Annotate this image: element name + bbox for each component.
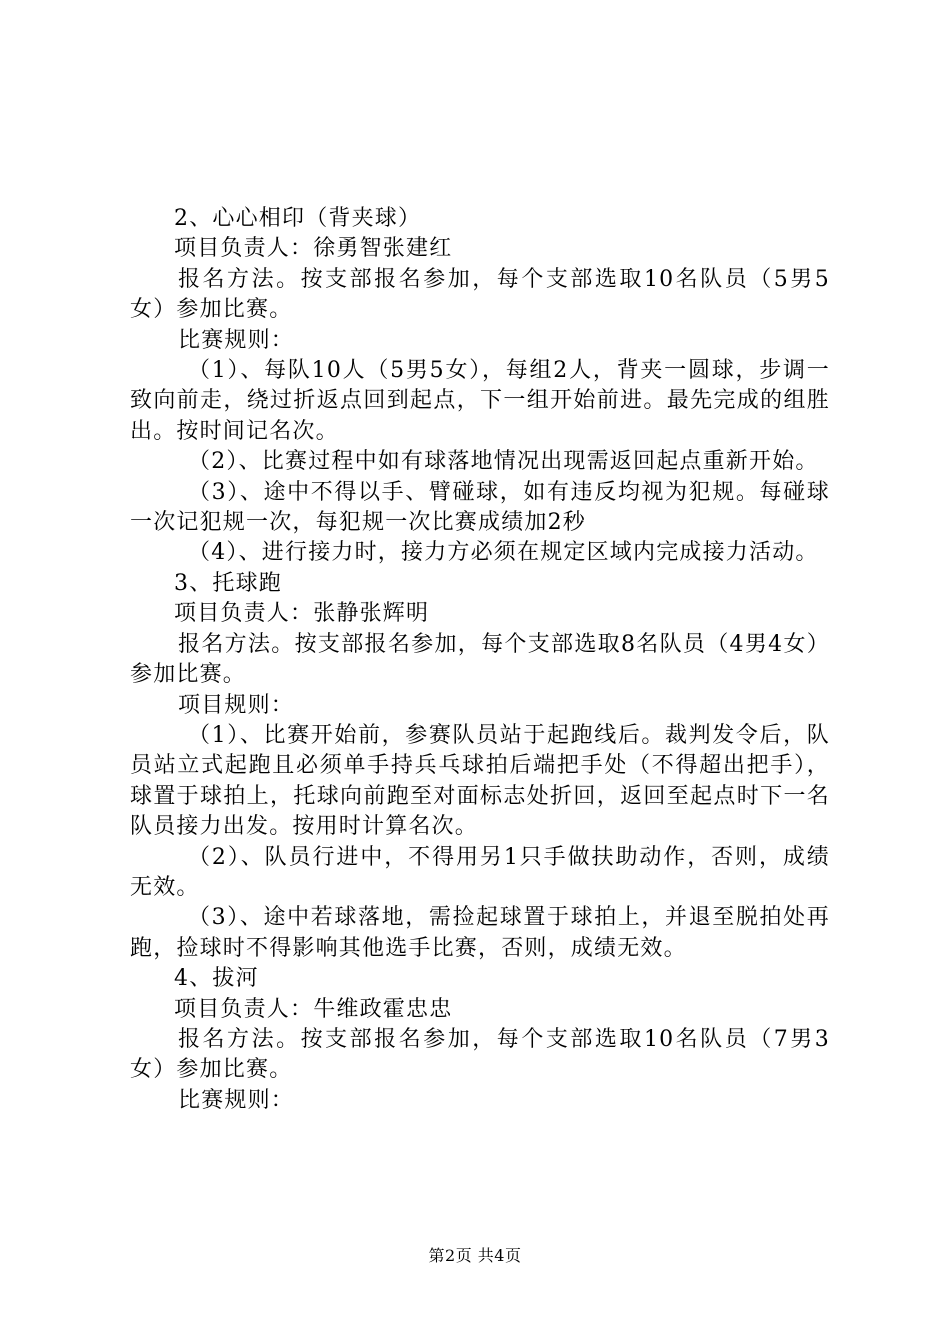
page-number-label: 第2页 共4页 — [428, 1246, 522, 1265]
section-heading-2: 2、心心相印（背夹球） — [174, 206, 422, 231]
section-heading-4: 4、拔河 — [174, 966, 259, 992]
rule-paragraph: （3）、途中不得以手、臂碰球，如有违反均视为犯规。每碰球一次记犯规一次，每犯规一次比赛成绩加2秒 — [130, 479, 830, 536]
registration-method-3: 报名方法。按支部报名参加，每个支部选取8名队员（4男4女）参加比赛。 — [130, 631, 830, 688]
project-leader-4: 项目负责人：牛维政霍忠忠 — [174, 996, 453, 1022]
registration-method-2: 报名方法。按支部报名参加，每个支部选取10名队员（5男5女）参加比赛。 — [130, 266, 830, 323]
document-body — [130, 204, 830, 1116]
registration-method-4: 报名方法。按支部报名参加，每个支部选取10名队员（7男3女）参加比赛。 — [130, 1026, 830, 1083]
section-heading-3: 3、托球跑 — [174, 570, 282, 596]
page-footer — [0, 1243, 950, 1266]
rules-heading-4: 比赛规则： — [178, 1087, 295, 1113]
project-leader-2: 项目负责人：徐勇智张建红 — [174, 236, 453, 262]
rule-paragraph: （1）、比赛开始前，参赛队员站于起跑线后。裁判发令后，队员站立式起跑且必须单手持兵乓球拍后端把手处（不得超出把手），球置于球拍上，托球向前跑至对面标志处折回，返回至起点时下一名队员接力出发。按用时计算名次。 — [130, 722, 830, 840]
rule-paragraph: （4）、进行接力时，接力方必须在规定区域内完成接力活动。 — [188, 540, 819, 566]
rule-paragraph: （3）、途中若球落地，需捡起球置于球拍上，并退至脱拍处再跑，捡球时不得影响其他选手比赛，否则，成绩无效。 — [130, 905, 830, 961]
project-leader-3: 项目负责人：张静张辉明 — [174, 601, 430, 627]
rules-heading-2: 比赛规则： — [178, 327, 295, 353]
rules-heading-3: 项目规则： — [178, 692, 295, 718]
rule-paragraph: （2）、比赛过程中如有球落地情况出现需返回起点重新开始。 — [188, 449, 819, 475]
rule-paragraph: （1）、每队10人（5男5女），每组2人，背夹一圆球，步调一致向前走，绕过折返点回到起点，下一组开始前进。最先完成的组胜出。按时间记名次。 — [130, 358, 830, 444]
rule-paragraph: （2）、队员行进中，不得用另1只手做扶助动作，否则，成绩无效。 — [130, 844, 830, 900]
